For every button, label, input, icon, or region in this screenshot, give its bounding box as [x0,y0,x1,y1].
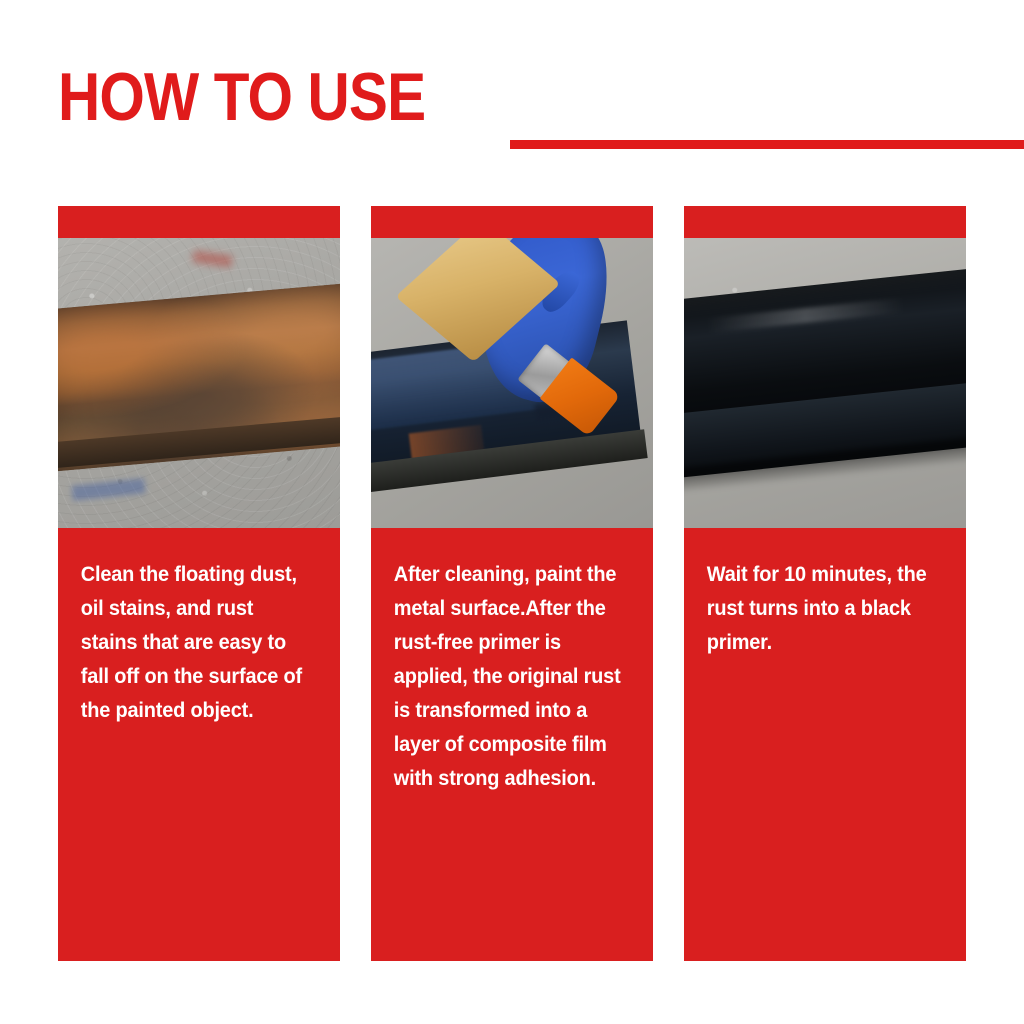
header [58,59,998,158]
steps-container [58,206,966,961]
step-card-3 [684,206,966,961]
step-1-caption: Clean the floating dust, oil stains, and rust stains that are easy to fall off on the surface of the painted object. [80,563,302,723]
step-3-caption: Wait for 10 minutes, the rust turns into a black primer. [706,563,927,655]
title-underline-rule [510,140,1024,149]
step-2-photo [371,238,653,528]
step-1-photo [58,238,340,528]
step-1-top-band [58,206,340,238]
step-card-1 [58,206,340,961]
step-card-2 [371,206,653,961]
step-3-photo [684,238,966,528]
page-title: HOW TO USE [58,59,426,135]
step-3-top-band [684,206,966,238]
step-2-top-band [371,206,653,238]
step-2-caption: After cleaning, paint the metal surface.After the rust-free primer is applied, the original rust is transformed into a layer of composite film with strong adhesion. [393,563,621,791]
